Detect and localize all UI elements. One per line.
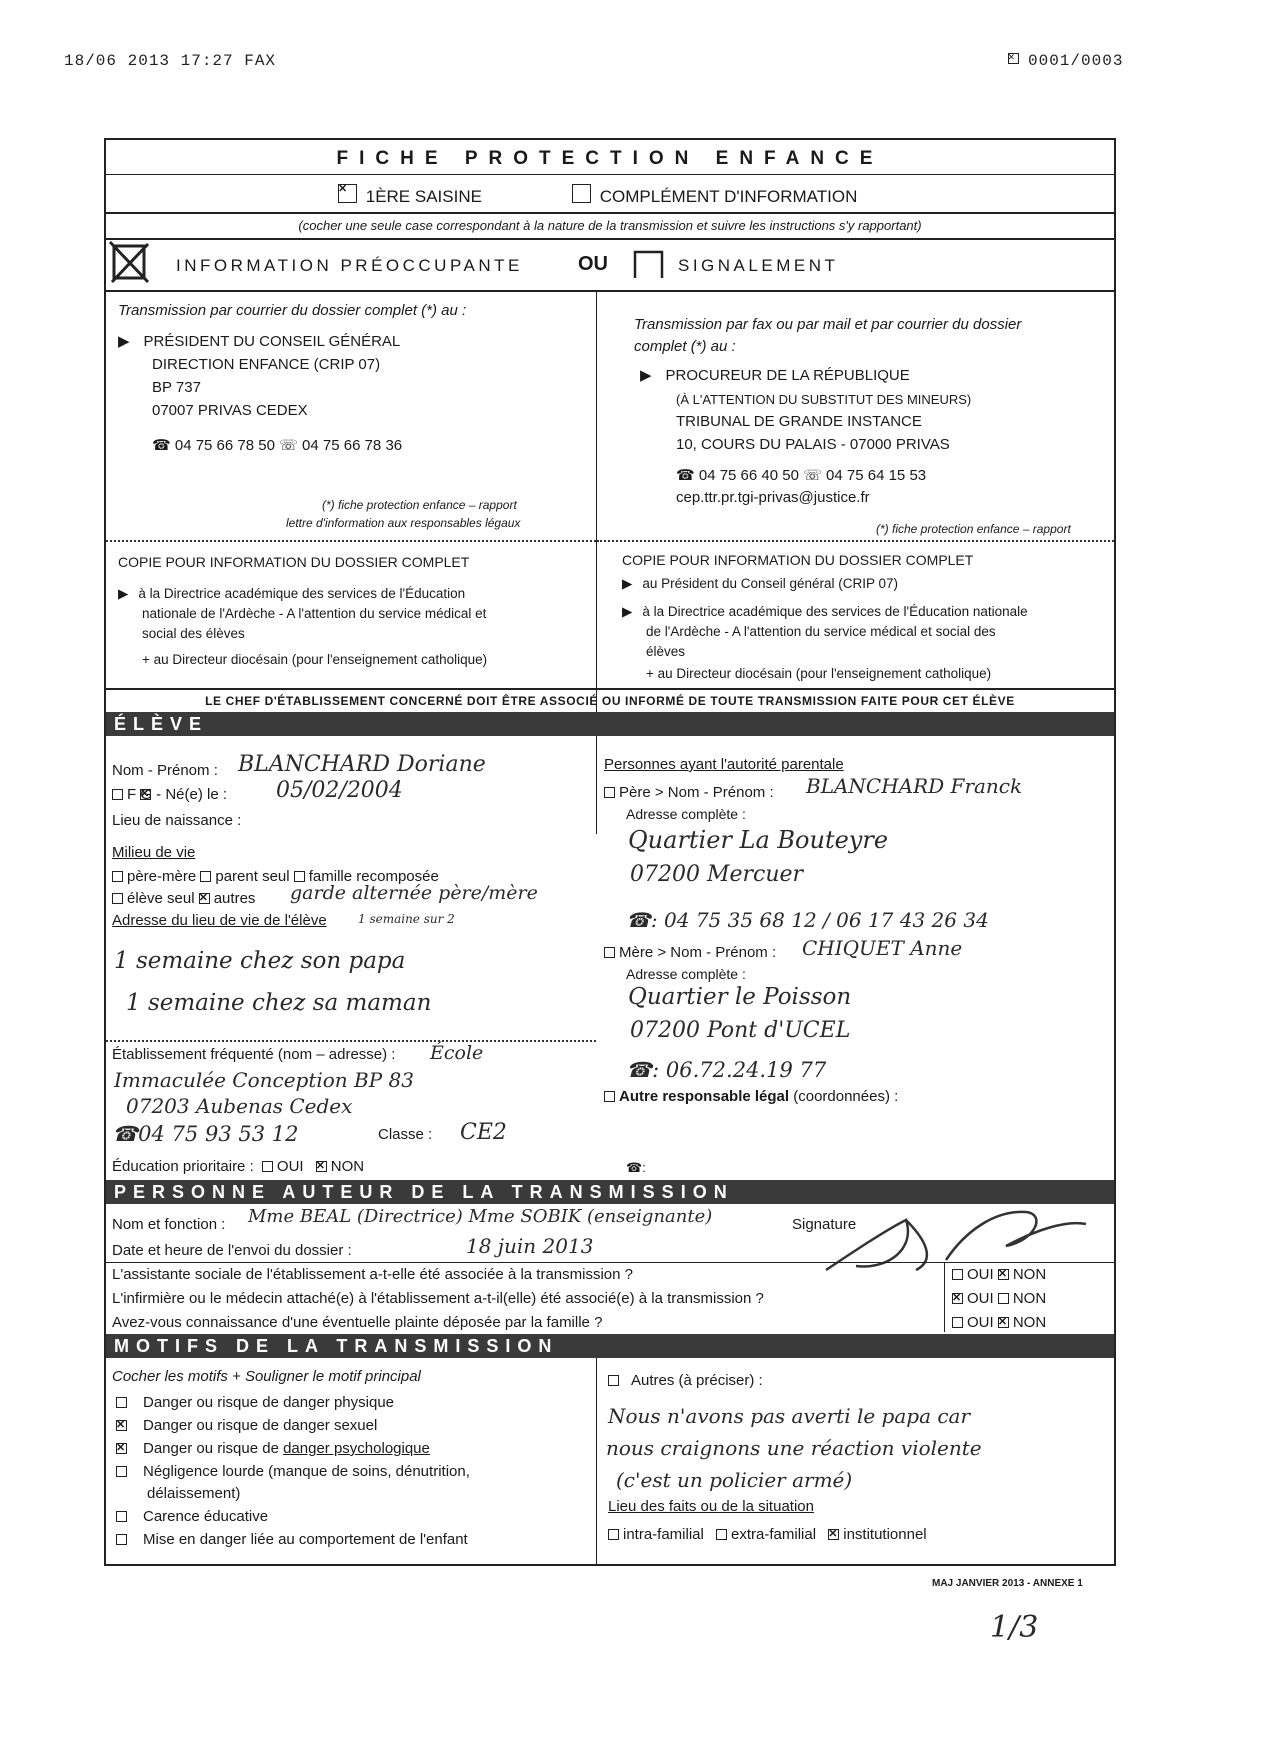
milieu-title: Milieu de vie: [112, 844, 196, 861]
extra-checkbox[interactable]: [716, 1529, 727, 1540]
fax-header-right: 0001/0003: [1028, 52, 1124, 70]
motif2: [116, 1417, 377, 1434]
mere-checkbox[interactable]: [604, 947, 615, 958]
ou-label: OU: [578, 253, 608, 275]
q1-non: NON: [1012, 1266, 1047, 1283]
left-copy1-line: [118, 586, 465, 602]
left-addr3: 07007 PRIVAS CEDEX: [152, 402, 308, 419]
motif-autres-label: Autres (à préciser) :: [631, 1372, 763, 1389]
eleve-sexe-label: F G - Né(e) le :: [127, 786, 228, 803]
mere-addr1[interactable]: Quartier le Poisson: [628, 984, 852, 1010]
sexe-f-checkbox[interactable]: [112, 789, 123, 800]
milieu-opt1: père-mère: [127, 868, 197, 885]
complement-option[interactable]: [572, 184, 857, 207]
left-copy-title: COPIE POUR INFORMATION DU DOSSIER COMPLET: [118, 554, 470, 570]
signalement-checkbox[interactable]: [632, 248, 666, 284]
eleve-lieu-label: Lieu de naissance :: [112, 812, 242, 829]
motif6-checkbox[interactable]: [116, 1534, 127, 1545]
right-copy2a: à la Directrice académique des services de l'Éducation nationale: [642, 604, 1028, 619]
info-checkbox[interactable]: [108, 240, 150, 288]
motif1: [116, 1394, 394, 1411]
q2-oui-checkbox[interactable]: [952, 1293, 963, 1304]
left-note1: (*) fiche protection enfance – rapport: [322, 498, 517, 512]
q3-non: NON: [1012, 1314, 1047, 1331]
parents-title: Personnes ayant l'autorité parentale: [604, 756, 844, 773]
arrow-icon: ▶: [118, 333, 130, 350]
q1-oui-checkbox[interactable]: [952, 1269, 963, 1280]
q2-non-checkbox[interactable]: [998, 1293, 1009, 1304]
right-phone: ☎ 04 75 66 40 50 ☏ 04 75 64 15 53: [676, 467, 927, 484]
form-instruction: (cocher une seule case correspondant à la nature de la transmission et suivre les instructions s'y rapportant): [298, 218, 922, 233]
protection-form: [104, 138, 1116, 1566]
left-addr1: DIRECTION ENFANCE (CRIP 07): [152, 356, 381, 373]
left-phone: ☎ 04 75 66 78 50 ☏ 04 75 66 78 36: [152, 437, 403, 454]
adresse-lieu-line2[interactable]: 1 semaine chez sa maman: [126, 990, 432, 1016]
left-transmission: Transmission par courrier du dossier complet (*) au :: [118, 302, 467, 319]
first-saisine-option[interactable]: [338, 184, 482, 207]
complement-label: COMPLÉMENT D'INFORMATION: [599, 187, 858, 206]
q2-non: NON: [1012, 1290, 1047, 1307]
motif5-checkbox[interactable]: [116, 1511, 127, 1522]
right-transmission1: Transmission par fax ou par mail et par courrier du dossier: [634, 316, 1022, 333]
right-transmission2: complet (*) au :: [634, 338, 736, 355]
mere-label: Mère > Nom - Prénom :: [619, 944, 777, 961]
question3: Avez-vous connaissance d'une éventuelle plainte déposée par la famille ?: [112, 1314, 603, 1331]
mere-addr2[interactable]: 07200 Pont d'UCEL: [630, 1018, 851, 1043]
right-copy1-line: [622, 576, 898, 592]
eleve-seul-checkbox[interactable]: [112, 893, 123, 904]
right-copy-title: COPIE POUR INFORMATION DU DOSSIER COMPLET: [622, 552, 974, 568]
eleve-nom-label: Nom - Prénom :: [112, 762, 218, 779]
date-label: Date et heure de l'envoi du dossier :: [112, 1242, 352, 1259]
footer-page: 1/3: [990, 1610, 1039, 1645]
first-saisine-checkbox[interactable]: [338, 184, 357, 203]
lieu-row: [608, 1526, 927, 1543]
classe-value[interactable]: CE2: [460, 1120, 507, 1145]
q1-answers: [952, 1266, 1046, 1283]
intra-checkbox[interactable]: [608, 1529, 619, 1540]
autre-phone: ☎:: [626, 1160, 646, 1175]
question1: L'assistante sociale de l'établissement a-t-elle été associée à la transmission ?: [112, 1266, 633, 1283]
left-recipient-line: [118, 332, 400, 350]
complement-checkbox[interactable]: [572, 184, 591, 203]
open-box-icon: [632, 248, 666, 280]
fax-header-left: 18/06 2013 17:27 FAX: [64, 52, 277, 70]
motif4-checkbox[interactable]: [116, 1466, 127, 1477]
right-recipient-line: [640, 366, 910, 384]
motif6-label: Mise en danger liée au comportement de l'enfant: [143, 1531, 468, 1548]
lieu-intra: intra-familial: [623, 1526, 704, 1543]
date-value[interactable]: 18 juin 2013: [466, 1234, 594, 1258]
fax-checkbox-icon: [1008, 50, 1023, 68]
classe-label: Classe :: [378, 1126, 433, 1143]
q1-non-checkbox[interactable]: [998, 1269, 1009, 1280]
right-copy3: + au Directeur diocésain (pour l'enseignement catholique): [646, 666, 992, 681]
motif6: [116, 1531, 468, 1548]
autres-checkbox[interactable]: [199, 893, 210, 904]
q3-answers: [952, 1314, 1046, 1331]
motif4-cont: délaissement): [147, 1485, 241, 1502]
pere-adresse-label: Adresse complète :: [626, 806, 746, 822]
pere-addr2[interactable]: 07200 Mercuer: [630, 862, 804, 887]
right-copy2b: de l'Ardèche - A l'attention du service médical et social des: [646, 624, 996, 639]
q1-oui: OUI: [967, 1266, 994, 1283]
question2: L'infirmière ou le médecin attaché(e) à l'établissement a-t-il(elle) été associé(e) à la transmission ?: [112, 1290, 764, 1307]
milieu-opt4: élève seul: [127, 890, 195, 907]
autre-label: Autre responsable légal: [619, 1088, 790, 1105]
motif3-underlined: danger psychologique: [283, 1440, 430, 1457]
auteur-nom-label: Nom et fonction :: [112, 1216, 226, 1233]
motif3-checkbox[interactable]: [116, 1443, 127, 1454]
arrow-icon: ▶: [118, 586, 129, 601]
auteur-band: PERSONNE AUTEUR DE LA TRANSMISSION: [106, 1180, 1114, 1204]
right-copy2-line: [622, 604, 1028, 620]
institutionnel-checkbox[interactable]: [828, 1529, 839, 1540]
lieu-institutionnel: institutionnel: [843, 1526, 927, 1543]
auteur-nom-value[interactable]: Mme BEAL (Directrice) Mme SOBIK (enseignante): [248, 1206, 713, 1227]
motif-autres-line2[interactable]: nous craignons une réaction violente: [606, 1436, 982, 1460]
eleve-nom-value[interactable]: BLANCHARD Doriane: [238, 752, 486, 777]
motif2-checkbox[interactable]: [116, 1420, 127, 1431]
mere-value[interactable]: CHIQUET Anne: [802, 936, 963, 960]
autres-value[interactable]: garde alternée père/mère: [290, 882, 538, 904]
lieu-title: Lieu des faits ou de la situation: [608, 1498, 814, 1515]
motif5-label: Carence éducative: [143, 1508, 269, 1525]
motif-autres: [608, 1372, 763, 1389]
edu-oui-checkbox[interactable]: [262, 1161, 273, 1172]
right-addr1: (À L'ATTENTION DU SUBSTITUT DES MINEURS): [676, 392, 972, 407]
q3-oui: OUI: [967, 1314, 994, 1331]
left-copy2: + au Directeur diocésain (pour l'enseignement catholique): [142, 652, 488, 667]
edu-label: Éducation prioritaire :: [112, 1158, 254, 1175]
adresse-lieu-line1[interactable]: 1 semaine chez son papa: [114, 948, 406, 974]
autre-checkbox[interactable]: [604, 1091, 615, 1102]
sexe-g-checkbox[interactable]: [140, 789, 151, 800]
motif5: [116, 1508, 268, 1525]
right-email: cep.ttr.pr.tgi-privas@justice.fr: [676, 489, 870, 506]
left-copy1b: nationale de l'Ardèche - A l'attention du service médical et: [142, 606, 487, 621]
info-preoccupante-label: INFORMATION PRÉOCCUPANTE: [176, 256, 523, 275]
arrow-icon: ▶: [622, 576, 633, 591]
right-note: (*) fiche protection enfance – rapport: [876, 522, 1071, 536]
milieu-opt3: famille recomposée: [308, 868, 439, 885]
milieu-opt2: parent seul: [215, 868, 290, 885]
adresse-lieu-note[interactable]: 1 semaine sur 2: [358, 912, 455, 926]
etab-label: Établissement fréquenté (nom – adresse) :: [112, 1046, 396, 1063]
pere-phone[interactable]: ☎: 04 75 35 68 12 / 06 17 43 26 34: [626, 908, 989, 932]
arrow-icon: ▶: [640, 367, 652, 384]
signalement-label: SIGNALEMENT: [678, 256, 839, 275]
motif4-label: Négligence lourde (manque de soins, dénutrition,: [143, 1463, 470, 1480]
left-copy1a: à la Directrice académique des services de l'Éducation: [138, 586, 466, 601]
motif3: [116, 1440, 430, 1457]
adresse-lieu-title: Adresse du lieu de vie de l'élève: [112, 912, 327, 929]
etab-value2[interactable]: Immaculée Conception BP 83: [114, 1068, 414, 1092]
pere-label: Père > Nom - Prénom :: [619, 784, 774, 801]
motif4: [116, 1463, 470, 1480]
right-addr3: 10, COURS DU PALAIS - 07000 PRIVAS: [676, 436, 950, 453]
left-copy1c: social des élèves: [142, 626, 245, 641]
edu-oui-label: OUI: [276, 1158, 304, 1175]
chef-notice: LE CHEF D'ÉTABLISSEMENT CONCERNÉ DOIT ÊTRE ASSOCIÉ OU INFORMÉ DE TOUTE TRANSMISSION FAITE POUR CET ÉLÈVE: [205, 694, 1015, 708]
q3-non-checkbox[interactable]: [998, 1317, 1009, 1328]
milieu-row2: [112, 890, 255, 907]
motif-autres-checkbox[interactable]: [608, 1375, 619, 1386]
pere-value[interactable]: BLANCHARD Franck: [806, 774, 1023, 798]
eleve-band: ÉLÈVE: [106, 712, 1114, 736]
motifs-instruction: Cocher les motifs + Souligner le motif principal: [112, 1368, 421, 1385]
pere-row: [604, 784, 774, 801]
motif1-label: Danger ou risque de danger physique: [143, 1394, 395, 1411]
pere-checkbox[interactable]: [604, 787, 615, 798]
autre-suffix: (coordonnées) :: [793, 1088, 899, 1105]
pere-addr1[interactable]: Quartier La Bouteyre: [628, 826, 889, 854]
etab-value3[interactable]: 07203 Aubenas Cedex: [126, 1094, 353, 1118]
q3-oui-checkbox[interactable]: [952, 1317, 963, 1328]
autre-row: [604, 1088, 898, 1105]
motif1-checkbox[interactable]: [116, 1397, 127, 1408]
arrow-icon: ▶: [622, 604, 633, 619]
motif2-label: Danger ou risque de danger sexuel: [143, 1417, 378, 1434]
first-saisine-label: 1ÈRE SAISINE: [365, 187, 482, 206]
q2-answers: [952, 1290, 1046, 1307]
motif3-label: Danger ou risque de: [143, 1440, 284, 1457]
eleve-dob-value[interactable]: 05/02/2004: [276, 778, 403, 803]
mere-phone[interactable]: ☎: 06.72.24.19 77: [626, 1058, 827, 1082]
edu-non-label: NON: [330, 1158, 365, 1175]
parent-seul-checkbox[interactable]: [200, 871, 211, 882]
mere-row: [604, 944, 776, 961]
famille-recomposee-checkbox[interactable]: [294, 871, 305, 882]
right-addr2: TRIBUNAL DE GRANDE INSTANCE: [676, 413, 922, 430]
crossed-box-icon: [108, 240, 150, 284]
edu-row: [112, 1158, 364, 1175]
etab-value1[interactable]: École: [430, 1042, 484, 1064]
left-addr2: BP 737: [152, 379, 201, 396]
signature-label: Signature: [792, 1216, 857, 1233]
motifs-band: MOTIFS DE LA TRANSMISSION: [106, 1334, 1114, 1358]
mere-adresse-label: Adresse complète :: [626, 966, 746, 982]
motif-autres-line3[interactable]: (c'est un policier armé): [616, 1468, 853, 1492]
left-recipient: PRÉSIDENT DU CONSEIL GÉNÉRAL: [143, 333, 401, 350]
lieu-extra: extra-familial: [731, 1526, 817, 1543]
motif-autres-line1[interactable]: Nous n'avons pas averti le papa car: [608, 1404, 971, 1428]
eleve-sexe-row: [112, 786, 227, 803]
footer-maj: MAJ JANVIER 2013 - ANNEXE 1: [932, 1578, 1083, 1589]
milieu-opt5: autres: [213, 890, 256, 907]
right-recipient: PROCUREUR DE LA RÉPUBLIQUE: [665, 367, 910, 384]
etab-phone[interactable]: ☎04 75 93 53 12: [112, 1122, 299, 1146]
form-title: FICHE PROTECTION ENFANCE: [336, 148, 884, 169]
q2-oui: OUI: [967, 1290, 994, 1307]
pere-mere-checkbox[interactable]: [112, 871, 123, 882]
left-note2: lettre d'information aux responsables légaux: [286, 516, 521, 530]
right-copy2c: élèves: [646, 644, 686, 659]
right-copy1: au Président du Conseil général (CRIP 07): [642, 576, 899, 591]
edu-non-checkbox[interactable]: [316, 1161, 327, 1172]
signature-scribble: [796, 1190, 1096, 1280]
